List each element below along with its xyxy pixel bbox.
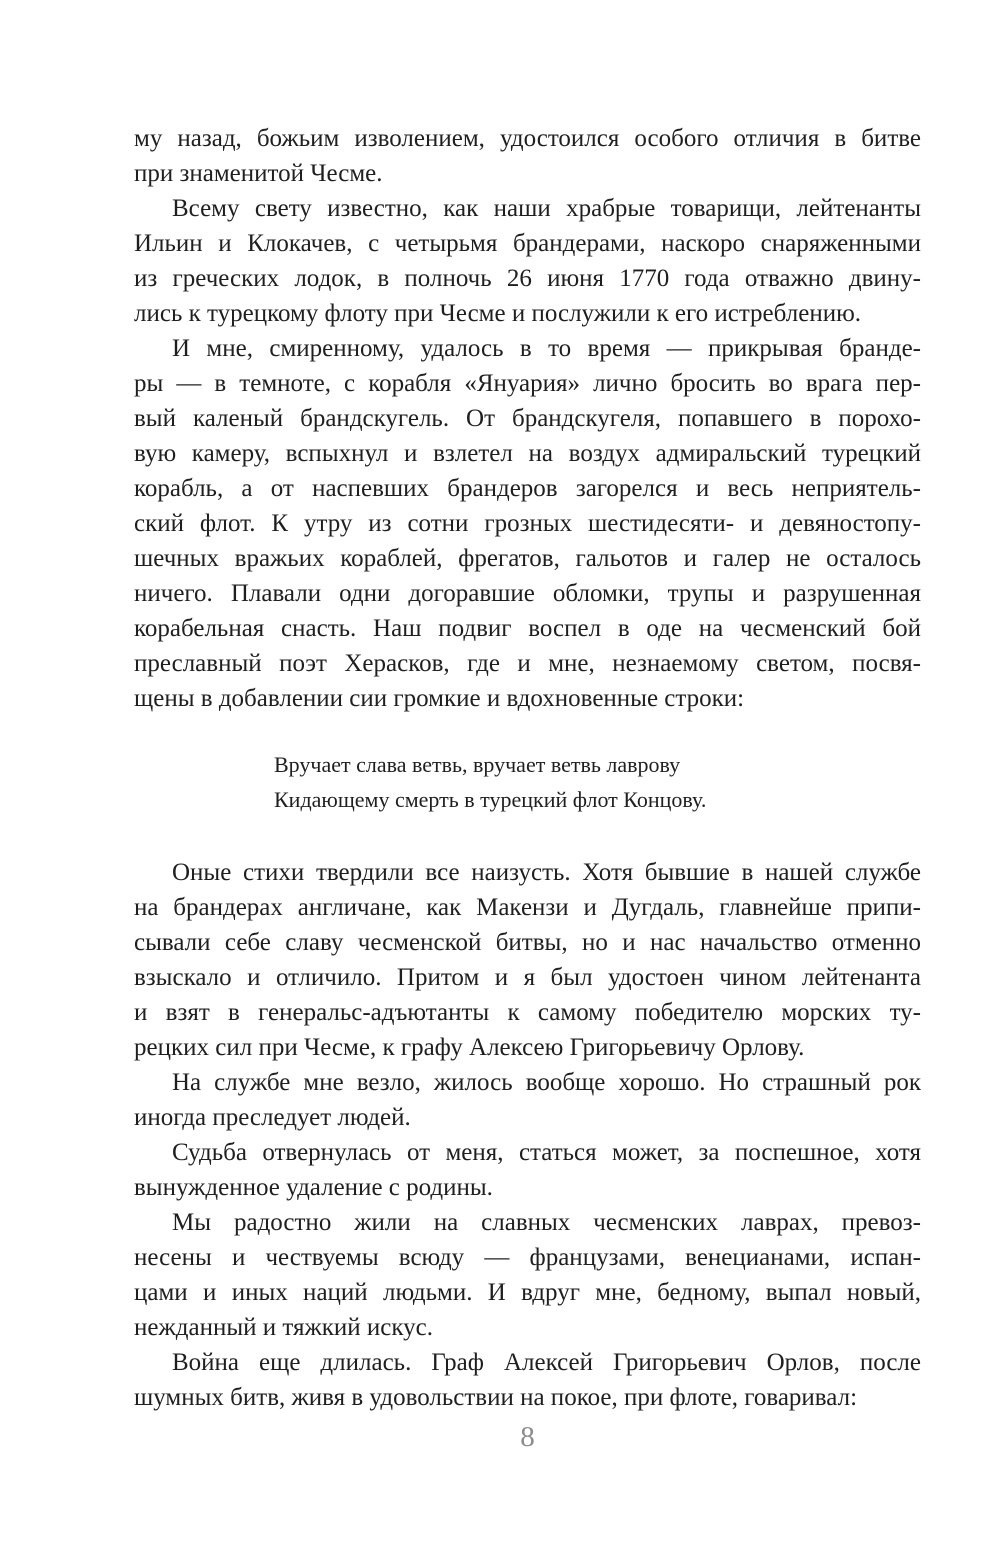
paragraph <box>134 1345 921 1415</box>
text-line: цами и иных наций людьми. И вдруг мне, бедному, выпал новый, <box>134 1279 921 1306</box>
text-line: И мне, смиренному, удалось в то время — прикрывая бранде- <box>172 335 921 362</box>
text-line: вый каленый брандскугель. От брандскугеля, попавшего в порохо- <box>134 405 921 432</box>
verse-line: Кидающему смерть в турецкий флот Концову. <box>274 787 707 812</box>
text-line: преславный поэт Херасков, где и мне, незнаемому светом, посвя- <box>134 650 921 677</box>
text-line: Судьба отвернулась от меня, статься может, за поспешное, хотя <box>172 1139 921 1166</box>
paragraph <box>134 1065 921 1135</box>
text-line: Мы радостно жили на славных чесменских лаврах, превоз- <box>172 1209 921 1236</box>
text-line: му назад, божьим изволением, удостоился особого отличия в битве <box>134 125 921 152</box>
text-line: ры — в темноте, с корабля «Януария» лично бросить во врага пер- <box>134 370 921 397</box>
text-line: несены и чествуемы всюду — французами, венецианами, испан- <box>134 1244 921 1271</box>
paragraph <box>134 1135 921 1205</box>
text-line: ский флот. К утру из сотни грозных шестидесяти- и девяностопу- <box>134 510 921 537</box>
paragraph <box>134 855 921 1065</box>
verse-block <box>274 747 921 817</box>
page-text <box>134 121 921 1415</box>
text-line: вынужденное удаление с родины. <box>134 1174 493 1201</box>
text-line: шечных вражьих кораблей, фрегатов, гальотов и галер не осталось <box>134 545 921 572</box>
text-line: щены в добавлении сии громкие и вдохновенные строки: <box>134 685 745 712</box>
text-line: при знаменитой Чесме. <box>134 160 383 187</box>
text-line: лись к турецкому флоту при Чесме и послужили к его истреблению. <box>134 300 862 327</box>
text-line: из греческих лодок, в полночь 26 июня 1770 года отважно двину- <box>134 265 921 292</box>
text-line: сывали себе славу чесменской битвы, но и нас начальство отменно <box>134 929 921 956</box>
text-line: на брандерах англичане, как Макензи и Дугдаль, главнейше припи- <box>134 894 921 921</box>
text-line: рецких сил при Чесме, к графу Алексею Григорьевичу Орлову. <box>134 1034 805 1061</box>
text-line: вую камеру, вспыхнул и взлетел на воздух адмиральский турецкий <box>134 440 921 467</box>
paragraph <box>134 1205 921 1345</box>
paragraph <box>134 191 921 331</box>
text-line: корабельная снасть. Наш подвиг воспел в оде на чесменский бой <box>134 615 921 642</box>
paragraph <box>134 121 921 191</box>
verse-line: Вручает слава ветвь, вручает ветвь лаврову <box>274 752 681 777</box>
text-line: На службе мне везло, жилось вообще хорошо. Но страшный рок <box>172 1069 921 1096</box>
text-line: Всему свету известно, как наши храбрые товарищи, лейтенанты <box>172 195 921 222</box>
text-line: Оные стихи твердили все наизусть. Хотя бывшие в нашей службе <box>172 859 921 886</box>
text-line: нежданный и тяжкий искус. <box>134 1314 434 1341</box>
text-line: иногда преследует людей. <box>134 1104 411 1131</box>
paragraph <box>134 331 921 716</box>
text-line: корабль, а от наспевших брандеров загорелся и весь неприятель- <box>134 475 921 502</box>
text-line: и взят в генеральс-адъютанты к самому победителю морских ту- <box>134 999 921 1026</box>
text-line: взыскало и отличило. Притом и я был удостоен чином лейтенанта <box>134 964 921 991</box>
text-line: Война еще длилась. Граф Алексей Григорьевич Орлов, после <box>172 1349 921 1376</box>
text-line: шумных битв, живя в удовольствии на покое, при флоте, говаривал: <box>134 1384 858 1411</box>
page-number: 8 <box>520 1421 535 1453</box>
text-line: Ильин и Клокачев, с четырьмя брандерами, наскоро снаряженными <box>134 230 921 257</box>
text-line: ничего. Плавали одни догоравшие обломки, трупы и разрушенная <box>134 580 921 607</box>
